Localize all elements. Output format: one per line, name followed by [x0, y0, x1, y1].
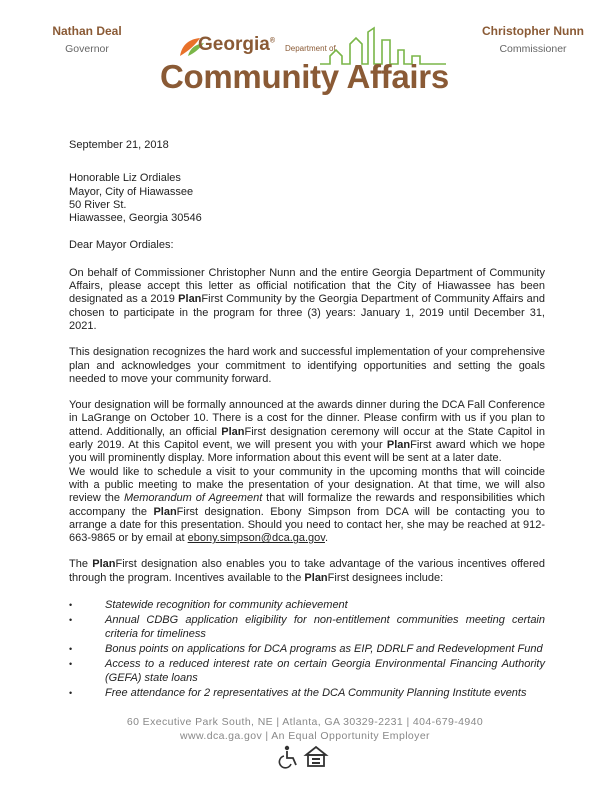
footer-address: 60 Executive Park South, NE | Atlanta, GA 30329-2231 | 404-679-4940 [126, 716, 484, 728]
incentive-list [69, 599, 545, 700]
footer-icons [276, 745, 336, 771]
address-line: Honorable Liz Ordiales [69, 172, 181, 185]
commissioner-block [468, 24, 598, 55]
list-item: • Free attendance for 2 representatives at the DCA Community Planning Institute events [69, 686, 527, 699]
letter-date: September 21, 2018 [69, 139, 169, 151]
equal-housing-icon [306, 747, 326, 766]
list-item: • Annual CDBG application eligibility for non-entitlement communities meeting certain criteria for timeliness [69, 614, 545, 640]
commissioner-name: Christopher Nunn [482, 24, 584, 38]
governor-block [42, 24, 132, 55]
list-item: • Bonus points on applications for DCA programs as EIP, DDRLF and Redevelopment Fund [69, 642, 543, 655]
logo-community-affairs: Community Affairs [160, 58, 449, 95]
email-link[interactable]: ebony.simpson@dca.ga.gov [187, 532, 325, 545]
address-line: Hiawassee, Georgia 30546 [69, 212, 202, 225]
dca-logo [160, 22, 450, 102]
logo-georgia-text: Georgia® [198, 34, 275, 55]
letterhead-footer [0, 715, 610, 743]
paragraph-announcement: Your designation will be formally announced at the awards dinner during the DCA Fall Conference in LaGrange on October 10. There is a cost for the dinner. Please confirm with us if you plan to attend. Additionally, an official PlanFirst designation ceremony will occur at the State Capitol in early 2019. At this Capitol event, we will present you with your PlanFirst award which we hope you will prominently display. More information about this event will be sent at a later date. [69, 399, 545, 465]
commissioner-title: Commissioner [499, 43, 567, 55]
recipient-address [69, 172, 545, 225]
list-item: • Statewide recognition for community achievement [69, 599, 348, 612]
governor-title: Governor [65, 43, 109, 55]
logo-department-text: Department of [285, 44, 336, 53]
address-line: Mayor, City of Hiawassee [69, 185, 194, 198]
footer-website: www.dca.ga.gov | An Equal Opportunity Employer [180, 730, 430, 742]
paragraph-visit: We would like to schedule a visit to your community in the upcoming months that will coincide with a public meeting to make the presentation of your designation. At that time, we will also review the Memorandum of Agreement that will formalize the rewards and responsibilities which accompany the PlanFirst designation. Ebony Simpson from DCA will be contacting you to arrange a date for this presentation. Should you need to contact her, she may be reached at 912-663-9865 or by email at ebony.simpson@dca.ga.gov. [69, 465, 546, 545]
address-line: 50 River St. [69, 198, 127, 211]
paragraph-notification: On behalf of Commissioner Christopher Nunn and the entire Georgia Department of Community Affairs, please accept this letter as official notification that the City of Hiawassee has been designated as a 2019 PlanFirst Community by the Georgia Department of Community Affairs and chosen to participate in the program for three (3) years: January 1, 2019 until December 31, 2021. [69, 266, 545, 332]
paragraph-recognition: This designation recognizes the hard work and successful implementation of your comprehensive plan and acknowledges your commitment to identifying opportunities and setting the goals needed to move your community forward. [69, 346, 545, 385]
governor-name: Nathan Deal [52, 24, 122, 38]
salutation: Dear Mayor Ordiales: [69, 239, 174, 252]
letter-body [69, 139, 545, 702]
paragraph-incentives: The PlanFirst designation also enables you to take advantage of the various incentives offered through the program. Incentives available to the PlanFirst designees include: [69, 558, 545, 584]
accessibility-icon [279, 746, 296, 768]
list-item: • Access to a reduced interest rate on certain Georgia Environmental Financing Authority (GEFA) state loans [69, 658, 545, 684]
